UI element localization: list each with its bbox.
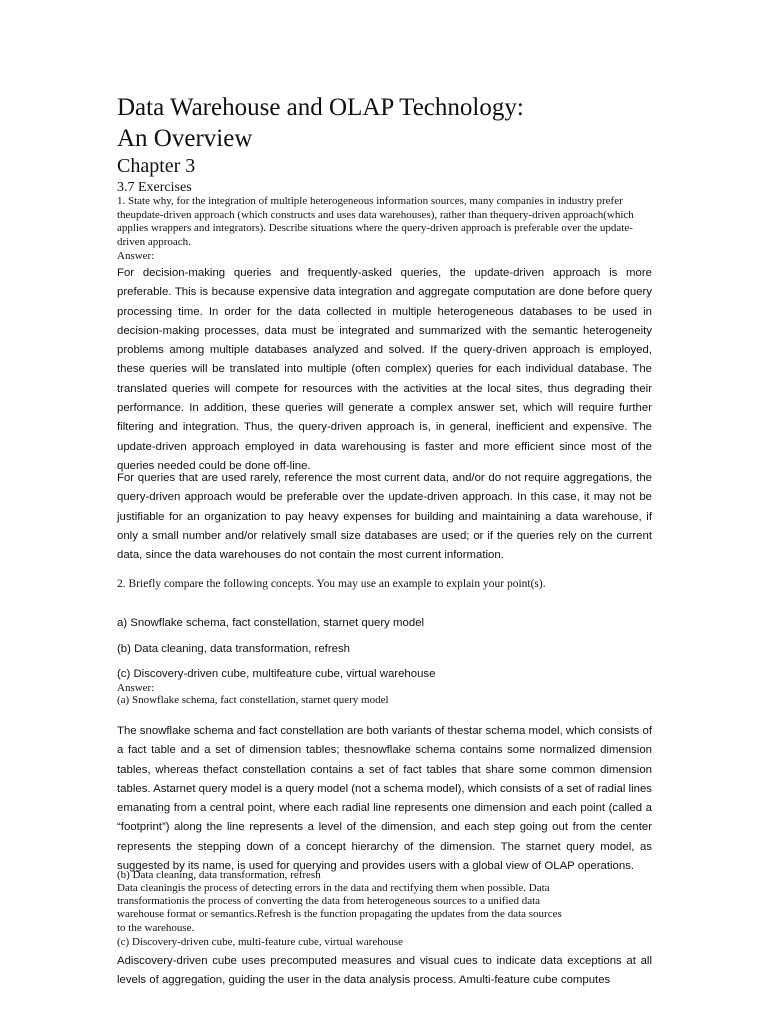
answer-2b-line-1: Data cleaningis the process of detecting errors in the data and rectifying them when possible. Data — [117, 882, 550, 894]
answer-2b-line-2: transformationis the process of converting the data from heterogeneous sources to a unified data — [117, 895, 541, 907]
title-line-2: An Overview — [117, 125, 253, 152]
answer-2c-heading: (c) Discovery-driven cube, multi-feature cube, virtual warehouse — [117, 936, 403, 948]
chapter-heading: Chapter 3 — [117, 155, 196, 177]
answer-1-paragraph-1: For decision-making queries and frequently-asked queries, the update-driven approach is more preferable. This is because expensive data integration and aggregate computation are done before query processing time. In order for the data collected in multiple heterogeneous databases to be used in decision-making processes, data must be integrated and summarized with the semantic heterogeneity problems among multiple databases analyzed and solved. If the query-driven approach is employed, these queries will be translated into multiple (often complex) queries for each individual database. The translated queries will compete for resources with the activities at the local sites, thus degrading their performance. In addition, these queries will generate a complex answer set, which will require further filtering and integration. Thus, the query-driven approach is, in general, inefficient and expensive. The update-driven approach employed in data warehousing is faster and more efficient since most of the queries needed could be done off-line. — [117, 267, 652, 472]
question-2-part-c: (c) Discovery-driven cube, multifeature cube, virtual warehouse — [117, 668, 436, 680]
answer-2b-line-3: warehouse format or semantics.Refresh is the function propagating the updates from the data sources — [117, 908, 562, 920]
answer-2b-heading: (b) Data cleaning, data transformation, refresh — [117, 869, 321, 881]
section-heading: 3.7 Exercises — [117, 180, 192, 195]
title-line-1: Data Warehouse and OLAP Technology: — [117, 94, 524, 121]
answer-label-2: Answer: — [117, 682, 155, 694]
answer-2a-heading: (a) Snowflake schema, fact constellation, starnet query model — [117, 694, 389, 706]
answer-2c-text: Adiscovery-driven cube uses precomputed measures and visual cues to indicate data exceptions at all levels of aggregation, guiding the user in the data analysis process. Amulti-feature cube computes — [117, 955, 652, 987]
question-2-part-b: (b) Data cleaning, data transformation, refresh — [117, 643, 350, 655]
answer-2a-text: The snowflake schema and fact constellation are both variants of thestar schema model, which consists of a fact table and a set of dimension tables; thesnowflake schema contains some normalized dimension tables, whereas thefact constellation contains a set of fact tables that share some common dimension tables. Astarnet query model is a query model (not a schema model), which consists of a set of radial lines emanating from a central point, where each radial line represents one dimension and each point (called a “footprint”) along the line represents a level of the dimension, and each step going out from the center represents the stepping down of a concept hierarchy of the dimension. The starnet query model, as suggested by its name, is used for querying and provides users with a global view of OLAP operations. — [117, 725, 652, 873]
answer-1-paragraph-2: For queries that are used rarely, reference the most current data, and/or do not require aggregations, the query-driven approach would be preferable over the update-driven approach. In this case, it may not be justifiable for an organization to pay heavy expenses for building and maintaining a data warehouse, if only a small number and/or relatively small size databases are used; or if the queries rely on the current data, since the data warehouses do not contain the most current information. — [117, 472, 652, 562]
document-title — [117, 92, 524, 154]
question-2-part-a: a) Snowflake schema, fact constellation, starnet query model — [117, 617, 425, 629]
question-2: 2. Briefly compare the following concepts. You may use an example to explain your point(s). — [117, 578, 546, 590]
answer-2b-line-4: to the warehouse. — [117, 922, 195, 934]
answer-label-1: Answer: — [117, 250, 155, 262]
question-1: 1. State why, for the integration of multiple heterogeneous information sources, many companies in industry prefer theupdate-driven approach (which constructs and uses data warehouses), rather than thequery-driven approach(which applies wrappers and integrators). Describe situations where the query-driven approach is preferable over the update-driven approach. — [117, 195, 634, 248]
